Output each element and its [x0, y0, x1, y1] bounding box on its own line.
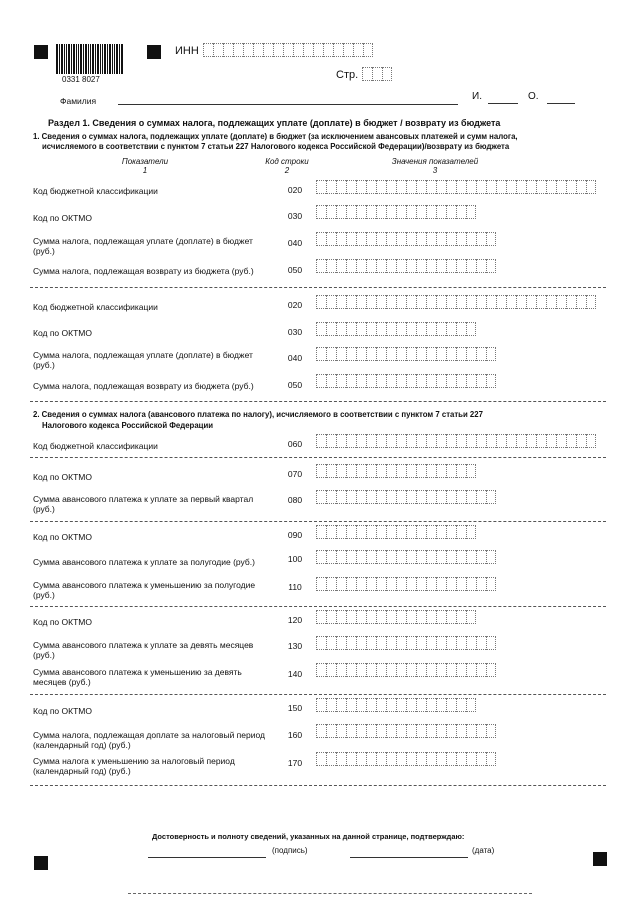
row-030-code: 030: [287, 211, 303, 221]
row-110-field[interactable]: [316, 577, 496, 591]
row-130-label-line2: (руб.): [33, 650, 55, 660]
row-120-field[interactable]: [316, 610, 476, 624]
separator: [30, 287, 606, 288]
row-150-label: Код по ОКТМО: [33, 706, 92, 716]
date-field[interactable]: [350, 857, 468, 858]
row-160-code: 160: [287, 730, 303, 740]
row-020-code: 020: [287, 185, 303, 195]
part2-heading-line2: Налогового кодекса Российской Федерации: [42, 421, 214, 430]
row-040b-field[interactable]: [316, 347, 496, 361]
row-160-label-line2: (календарный год) (руб.): [33, 740, 131, 750]
row-170-label-line1: Сумма налога к уменьшению за налоговый период: [33, 756, 235, 766]
row-020b-label: Код бюджетной классификации: [33, 302, 158, 312]
row-140-code: 140: [287, 669, 303, 679]
col-header-line-code: Код строки: [265, 157, 309, 166]
row-130-field[interactable]: [316, 636, 496, 650]
name-initial-label: И.: [472, 91, 482, 102]
row-030b-code: 030: [287, 327, 303, 337]
row-040b-label-line1: Сумма налога, подлежащая уплате (доплате) в бюджет: [33, 350, 253, 360]
row-040-field[interactable]: [316, 232, 496, 246]
date-label: (дата): [472, 846, 495, 855]
row-080-field[interactable]: [316, 490, 496, 504]
row-140-label-line1: Сумма авансового платежа к уменьшению за девять: [33, 667, 242, 677]
row-130-code: 130: [287, 641, 303, 651]
row-150-field[interactable]: [316, 698, 476, 712]
row-030-label: Код по ОКТМО: [33, 213, 92, 223]
separator: [30, 694, 606, 695]
separator: [30, 606, 606, 607]
row-020-label: Код бюджетной классификации: [33, 186, 158, 196]
separator: [30, 457, 606, 458]
row-170-label-line2: (календарный год) (руб.): [33, 766, 131, 776]
corner-marker-top-left: [34, 45, 48, 59]
page-number-field[interactable]: [362, 67, 392, 81]
row-160-label-line1: Сумма налога, подлежащая доплате за налоговый период: [33, 730, 265, 740]
confirmation-text: Достоверность и полноту сведений, указанных на данной странице, подтверждаю:: [152, 832, 465, 841]
row-040b-label-line2: (руб.): [33, 360, 55, 370]
part2-heading-line1: 2. Сведения о суммах налога (авансового платежа по налогу), исчисляемого в соответствии с пунктом 7 статьи 227: [33, 410, 483, 419]
row-020b-field[interactable]: [316, 295, 596, 309]
patronymic-initial-label: О.: [528, 91, 539, 102]
row-050-label: Сумма налога, подлежащая возврату из бюджета (руб.): [33, 266, 254, 276]
row-060-code: 060: [287, 439, 303, 449]
row-020b-code: 020: [287, 300, 303, 310]
separator: [30, 521, 606, 522]
row-140-label-line2: месяцев (руб.): [33, 677, 91, 687]
surname-label: Фамилия: [60, 96, 97, 106]
row-070-code: 070: [287, 469, 303, 479]
row-030-field[interactable]: [316, 205, 476, 219]
row-060-field[interactable]: [316, 434, 596, 448]
row-080-code: 080: [287, 495, 303, 505]
row-130-label-line1: Сумма авансового платежа к уплате за девять месяцев: [33, 640, 254, 650]
col-header-indicators: Показатели: [121, 157, 169, 166]
row-020-field[interactable]: [316, 180, 596, 194]
inn-label: ИНН: [175, 45, 199, 57]
row-100-label: Сумма авансового платежа к уплате за полугодие (руб.): [33, 557, 255, 567]
row-170-code: 170: [287, 758, 303, 768]
row-050-field[interactable]: [316, 259, 496, 273]
separator: [30, 401, 606, 402]
row-040-label-line2: (руб.): [33, 246, 55, 256]
row-100-field[interactable]: [316, 550, 496, 564]
separator: [30, 785, 606, 786]
row-090-label: Код по ОКТМО: [33, 532, 92, 542]
row-120-label: Код по ОКТМО: [33, 617, 92, 627]
signature-field[interactable]: [148, 857, 266, 858]
row-080-label-line1: Сумма авансового платежа к уплате за первый квартал: [33, 494, 254, 504]
row-090-code: 090: [287, 530, 303, 540]
corner-marker-bottom-left: [34, 856, 48, 870]
corner-marker-top-middle: [147, 45, 161, 59]
signature-label: (подпись): [272, 846, 308, 855]
row-050-code: 050: [287, 265, 303, 275]
row-030b-label: Код по ОКТМО: [33, 328, 92, 338]
row-100-code: 100: [287, 554, 303, 564]
inn-field[interactable]: [203, 43, 373, 57]
col-header-indicators-num: 1: [142, 166, 148, 175]
name-initial-field[interactable]: [488, 103, 518, 104]
row-030b-field[interactable]: [316, 322, 476, 336]
row-050b-label: Сумма налога, подлежащая возврату из бюджета (руб.): [33, 381, 254, 391]
page-bottom-rule: [128, 893, 532, 894]
row-040-code: 040: [287, 238, 303, 248]
barcode-number: 0331 8027: [62, 75, 100, 84]
row-050b-code: 050: [287, 380, 303, 390]
patronymic-initial-field[interactable]: [547, 103, 575, 104]
row-080-label-line2: (руб.): [33, 504, 55, 514]
row-090-field[interactable]: [316, 525, 476, 539]
page-label: Стр.: [336, 69, 359, 81]
row-070-field[interactable]: [316, 464, 476, 478]
row-120-code: 120: [287, 615, 303, 625]
row-110-code: 110: [288, 582, 302, 592]
row-170-field[interactable]: [316, 752, 496, 766]
col-header-values-num: 3: [432, 166, 438, 175]
row-150-code: 150: [287, 703, 303, 713]
row-040-label-line1: Сумма налога, подлежащая уплате (доплате) в бюджет: [33, 236, 253, 246]
row-110-label-line1: Сумма авансового платежа к уменьшению за полугодие: [33, 580, 256, 590]
surname-field[interactable]: [118, 104, 458, 105]
row-050b-field[interactable]: [316, 374, 496, 388]
barcode-image: [56, 44, 128, 74]
row-040b-code: 040: [287, 353, 303, 363]
col-header-values: Значения показателей: [391, 157, 479, 166]
row-070-label: Код по ОКТМО: [33, 472, 92, 482]
col-header-line-code-num: 2: [284, 166, 290, 175]
section-title: Раздел 1. Сведения о суммах налога, подлежащих уплате (доплате) в бюджет / возврату из бюджета: [48, 118, 501, 128]
part1-heading-line2: исчисляемого в соответствии с пунктом 7 статьи 227 Налогового кодекса Российской Федерации)/возврату из бюджета: [42, 142, 510, 151]
row-140-field[interactable]: [316, 663, 496, 677]
row-160-field[interactable]: [316, 724, 496, 738]
row-110-label-line2: (руб.): [33, 590, 55, 600]
row-060-label: Код бюджетной классификации: [33, 441, 158, 451]
part1-heading-line1: 1. Сведения о суммах налога, подлежащих уплате (доплате) в бюджет (за исключением авансовых платежей и сумм налога,: [33, 132, 518, 141]
corner-marker-bottom-right: [593, 852, 607, 866]
